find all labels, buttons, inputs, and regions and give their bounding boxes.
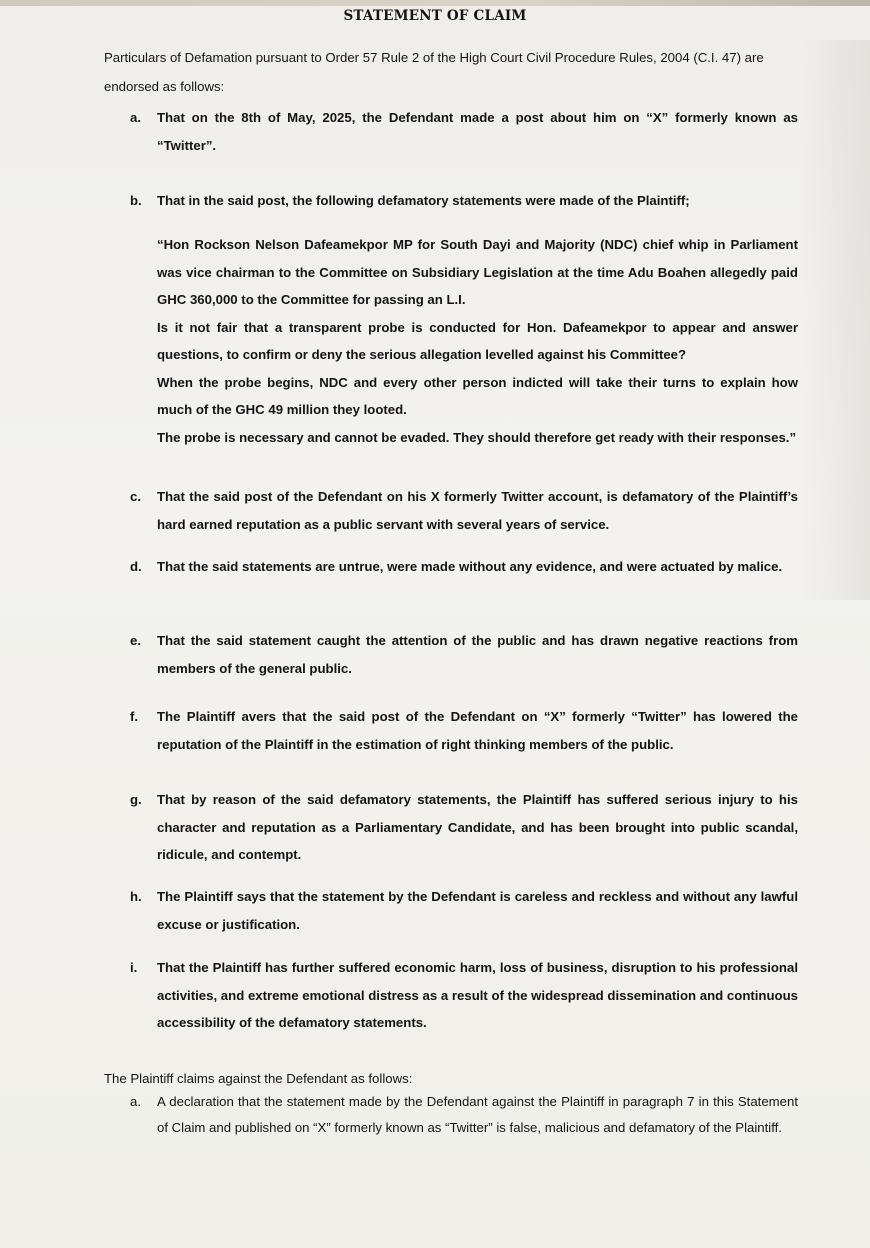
claim-text: A declaration that the statement made by the Defendant against the Plaintiff in paragraph 7 in this Statement of Claim and published on “X” formerly known as “Twitter” is false, malicious and defamatory of the Plaintiff. (157, 1094, 798, 1135)
item-label: i. (130, 960, 138, 975)
particular-item (130, 553, 798, 581)
page-top-edge (0, 0, 870, 6)
quote-paragraph: “Hon Rockson Nelson Dafeamekpor MP for South Dayi and Majority (NDC) chief whip in Parliament was vice chairman to the Committee on Subsidiary Legislation at the time Adu Boahen allegedly paid GHC 360,000 to the Committee for passing an L.I. (157, 237, 798, 307)
item-label: f. (130, 709, 139, 724)
item-text: That by reason of the said defamatory statements, the Plaintiff has suffered serious injury to his character and reputation as a Parliamentary Candidate, and has been brought into public scandal, ridicule, and contempt. (157, 792, 798, 862)
item-text: That on the 8th of May, 2025, the Defendant made a post about him on “X” formerly known as “Twitter”. (157, 110, 798, 153)
claims-heading: The Plaintiff claims against the Defendant as follows: (104, 1071, 413, 1086)
item-label: e. (130, 633, 141, 648)
document-title: STATEMENT OF CLAIM (343, 8, 527, 24)
quote-paragraph: The probe is necessary and cannot be evaded. They should therefore get ready with their responses.” (157, 429, 797, 445)
item-text: That in the said post, the following defamatory statements were made of the Plaintiff; (157, 193, 690, 208)
particular-item (130, 883, 798, 938)
quote-paragraph: Is it not fair that a transparent probe is conducted for Hon. Dafeamekpor to appear and answer questions, to confirm or deny the serious allegation levelled against his Committee? (157, 319, 798, 362)
particular-item (130, 104, 798, 159)
item-label: g. (130, 792, 142, 807)
particular-item (130, 786, 798, 869)
item-text: That the said statements are untrue, were made without any evidence, and were actuated by malice. (157, 559, 783, 574)
particular-item (130, 627, 798, 682)
particular-item (130, 483, 798, 538)
particular-item (130, 703, 798, 758)
item-label: b. (130, 193, 142, 208)
item-text: That the said statement caught the attention of the public and has drawn negative reactions from members of the general public. (157, 633, 798, 676)
item-label: d. (130, 559, 142, 574)
quote-paragraph: When the probe begins, NDC and every other person indicted will take their turns to explain how much of the GHC 49 million they looted. (157, 374, 798, 417)
item-text: The Plaintiff says that the statement by the Defendant is careless and reckless and without any lawful excuse or justification. (157, 889, 798, 932)
claim-item (130, 1089, 798, 1141)
item-label: h. (130, 889, 142, 904)
quoted-statement (157, 231, 798, 451)
item-label: c. (130, 489, 141, 504)
item-label: a. (130, 110, 141, 125)
intro-paragraph: Particulars of Defamation pursuant to Order 57 Rule 2 of the High Court Civil Procedure Rules, 2004 (C.I. 47) are endorsed as follows: (104, 50, 764, 94)
item-text: The Plaintiff avers that the said post of the Defendant on “X” formerly “Twitter” has lowered the reputation of the Plaintiff in the estimation of right thinking members of the public. (157, 709, 798, 752)
claim-label: a. (130, 1094, 141, 1109)
item-text: That the said post of the Defendant on his X formerly Twitter account, is defamatory of the Plaintiff’s hard earned reputation as a public servant with several years of service. (157, 489, 798, 532)
page-shadow (800, 40, 870, 600)
particular-item (130, 187, 798, 215)
particular-item (130, 954, 798, 1037)
item-text: That the Plaintiff has further suffered economic harm, loss of business, disruption to his professional activities, and extreme emotional distress as a result of the widespread dissemination and continuous accessibility of the defamatory statements. (157, 960, 798, 1030)
